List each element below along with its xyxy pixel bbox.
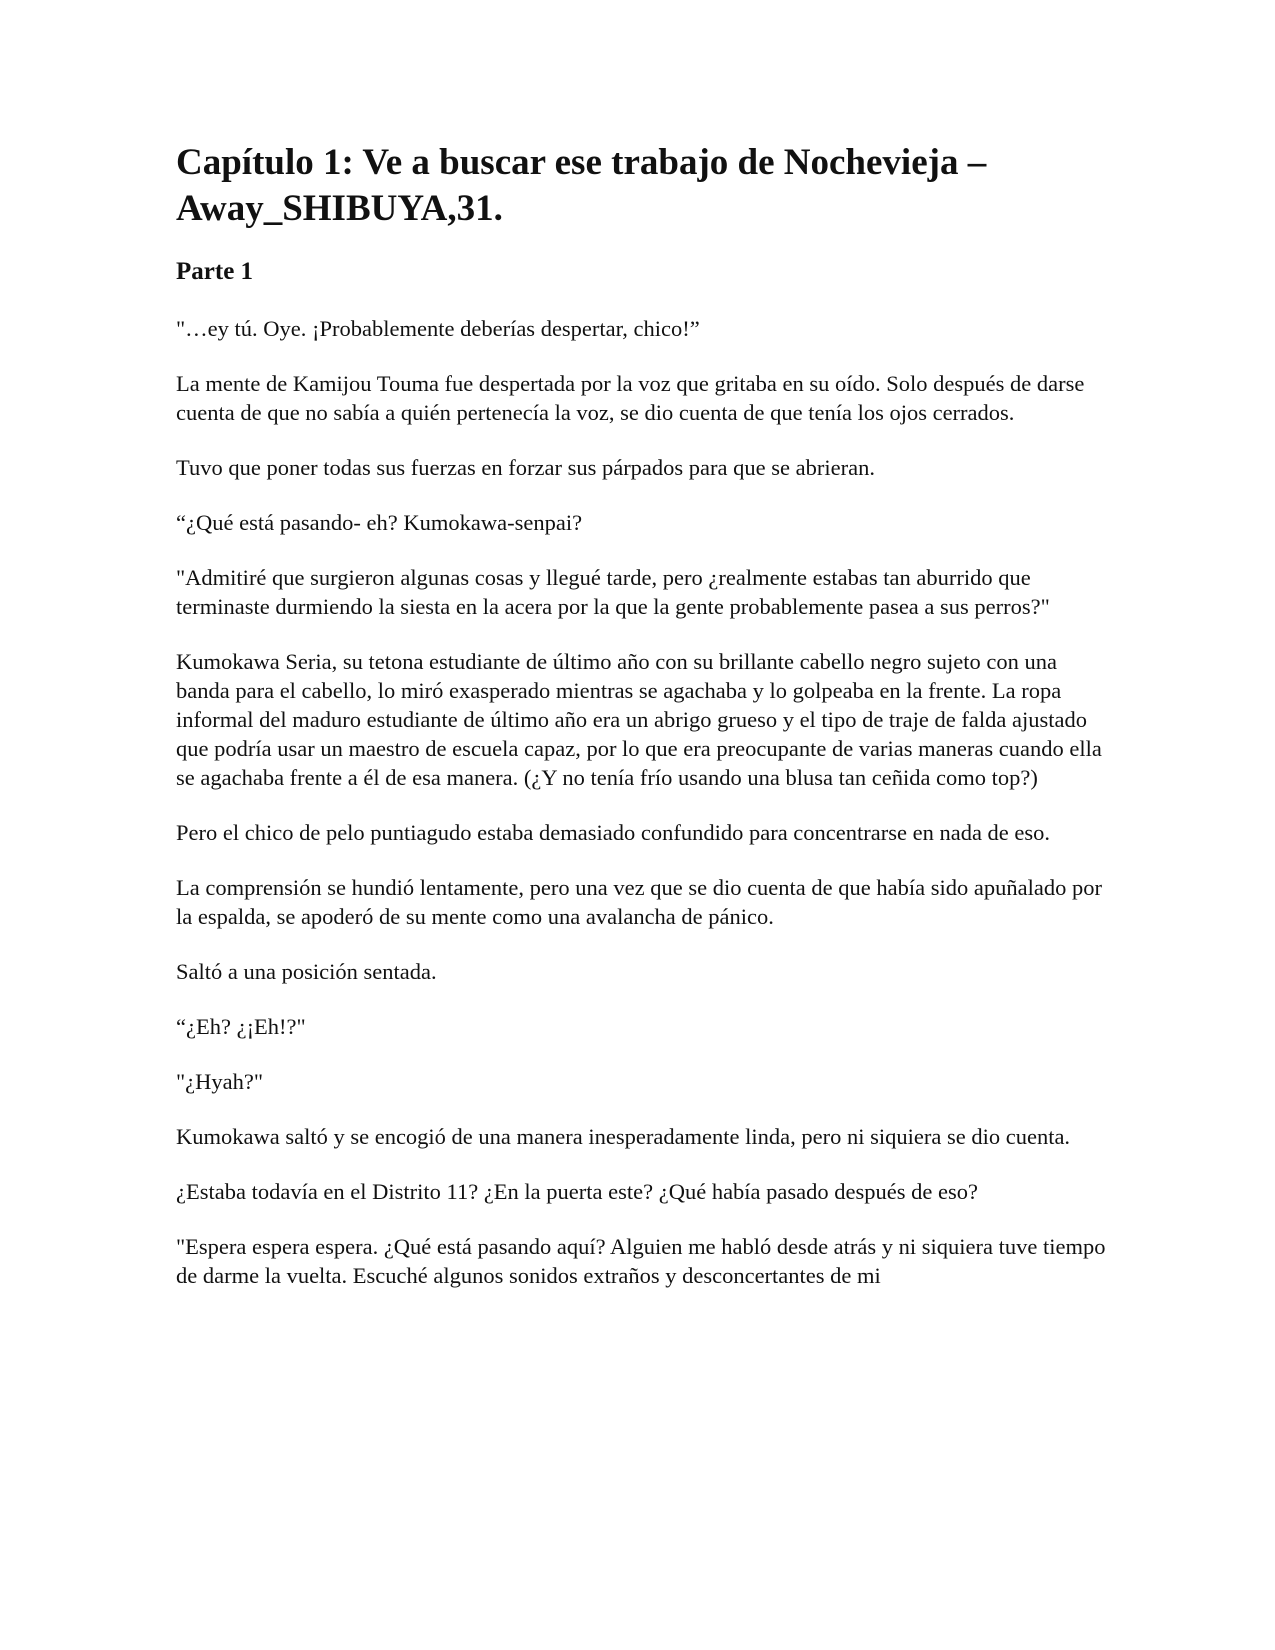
document-body	[176, 140, 1106, 1290]
paragraph-9: Saltó a una posición sentada.	[176, 959, 437, 984]
paragraph-3: Tuvo que poner todas sus fuerzas en forzar sus párpados para que se abrieran.	[176, 455, 875, 480]
paragraph-2: La mente de Kamijou Touma fue despertada por la voz que gritaba en su oído. Solo después de darse cuenta de que no sabía a quién pertenecía la voz, se dio cuenta de que tenía los ojos cerrados.	[176, 371, 1085, 425]
paragraph-12: Kumokawa saltó y se encogió de una manera inesperadamente linda, pero ni siquiera se dio cuenta.	[176, 1124, 1071, 1149]
part-title: Parte 1	[176, 258, 254, 285]
paragraph-8: La comprensión se hundió lentamente, pero una vez que se dio cuenta de que había sido apuñalado por la espalda, se apoderó de su mente como una avalancha de pánico.	[176, 875, 1102, 929]
paragraph-1: "…ey tú. Oye. ¡Probablemente deberías despertar, chico!”	[176, 316, 700, 341]
paragraph-4: “¿Qué está pasando- eh? Kumokawa-senpai?	[176, 510, 583, 535]
paragraph-7: Pero el chico de pelo puntiagudo estaba demasiado confundido para concentrarse en nada de eso.	[176, 820, 1051, 845]
paragraph-11: "¿Hyah?"	[176, 1069, 264, 1094]
paragraph-5: "Admitiré que surgieron algunas cosas y llegué tarde, pero ¿realmente estabas tan aburrido que terminaste durmiendo la siesta en la acera por la que la gente probablemente pasea a sus perros?"	[176, 565, 1050, 619]
chapter-title: Capítulo 1: Ve a buscar ese trabajo de Nochevieja – Away_SHIBUYA,31.	[176, 142, 987, 229]
paragraph-6: Kumokawa Seria, su tetona estudiante de último año con su brillante cabello negro sujeto con una banda para el cabello, lo miró exasperado mientras se agachaba y lo golpeaba en la frente. La ropa informal del maduro estudiante de último año era un abrigo grueso y el tipo de traje de falda ajustado que podría usar un maestro de escuela capaz, por lo que era preocupante de varias maneras cuando ella se agachaba frente a él de esa manera. (¿Y no tenía frío usando una blusa tan ceñida como top?)	[176, 649, 1102, 790]
paragraph-10: “¿Eh? ¿¡Eh!?"	[176, 1014, 306, 1039]
paragraph-13: ¿Estaba todavía en el Distrito 11? ¿En la puerta este? ¿Qué había pasado después de eso?	[176, 1179, 978, 1204]
paragraph-14: "Espera espera espera. ¿Qué está pasando aquí? Alguien me habló desde atrás y ni siquiera tuve tiempo de darme la vuelta. Escuché algunos sonidos extraños y desconcertantes de mi	[176, 1234, 1106, 1288]
